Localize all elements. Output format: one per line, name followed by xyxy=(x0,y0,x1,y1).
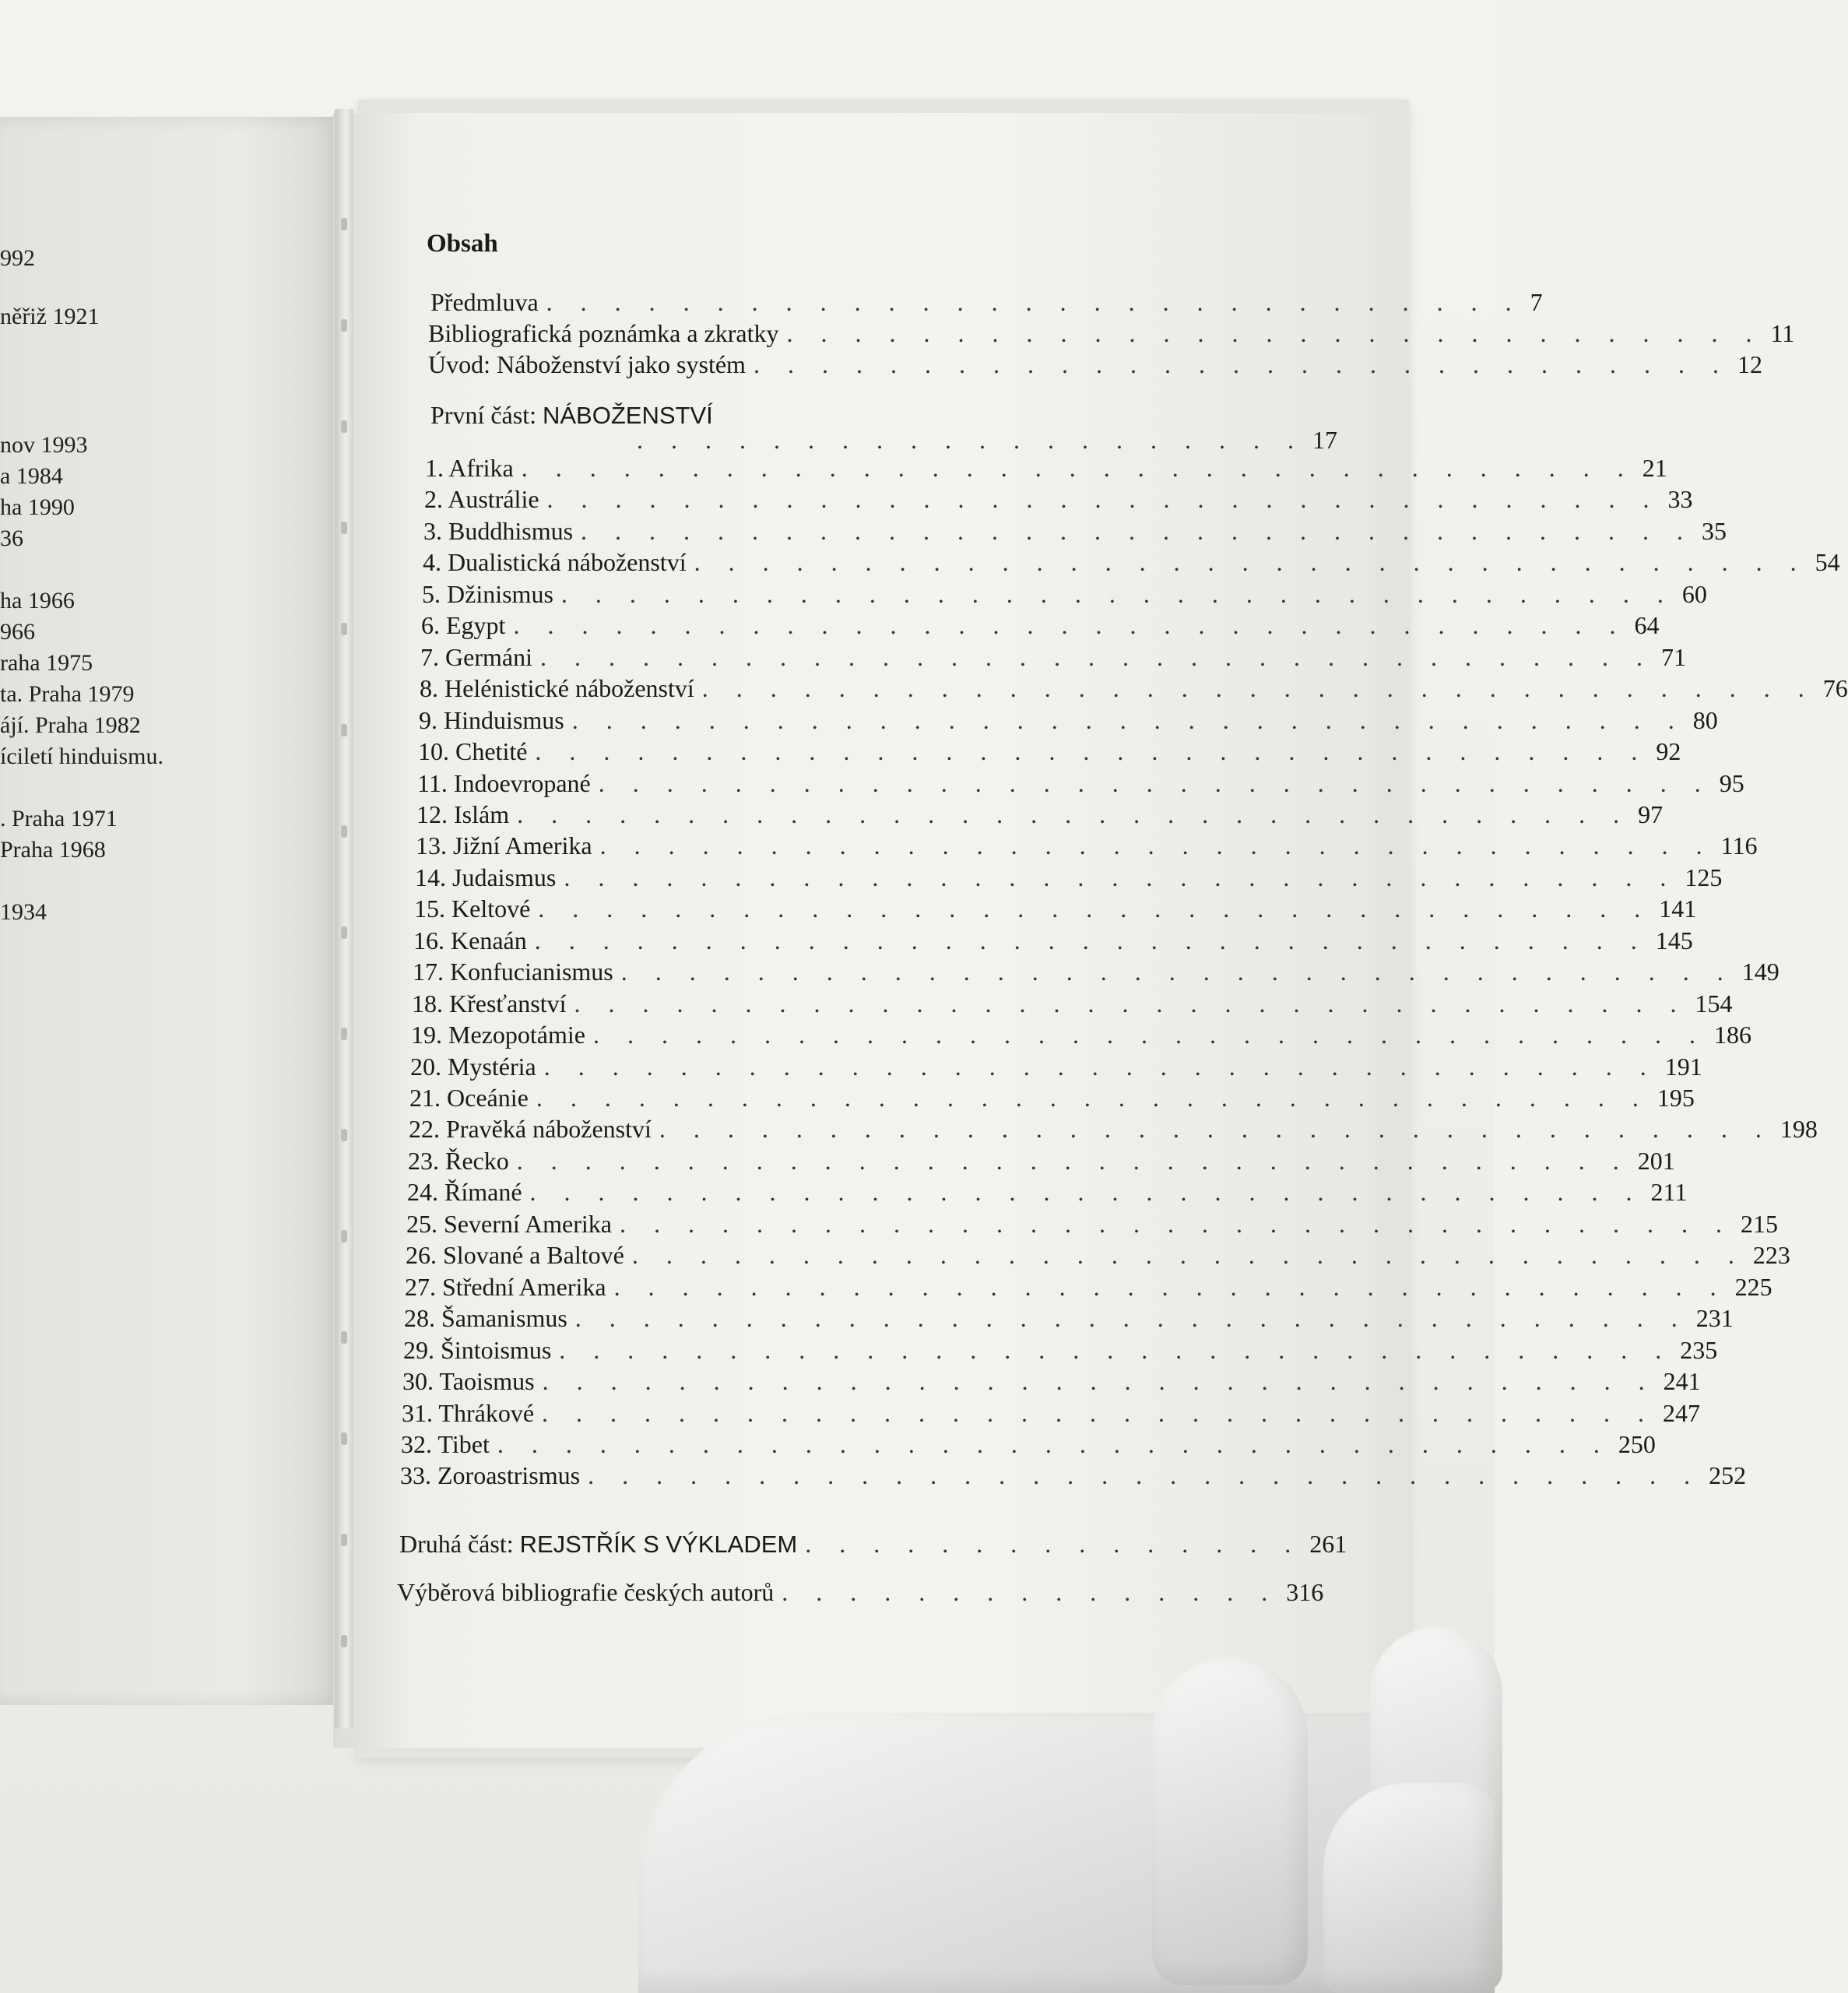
entry-page: 12 xyxy=(1737,350,1762,378)
left-page-line: ta. Praha 1979 xyxy=(0,681,135,707)
leader-dots: . . . . . . . . . . . . . . . . . . . . . . . . . . . . . . . . . xyxy=(581,517,1695,545)
spine-stitch xyxy=(341,1230,347,1243)
chapter-label: 11. Indoevropané xyxy=(417,769,591,797)
chapter-label: 23. Řecko xyxy=(408,1147,509,1175)
bibliography-row xyxy=(397,1578,1324,1609)
chapter-entry xyxy=(407,1178,1688,1209)
part-two-label xyxy=(399,1530,797,1559)
chapter-label: 15. Keltové xyxy=(414,895,531,923)
chapter-entry xyxy=(418,737,1681,768)
part-two-title: REJSTŘÍK S VÝKLADEM xyxy=(519,1531,798,1558)
leader-dots: . . . . . . . . . . . . . . . . . . . . . . . . . . . . . . . . . xyxy=(599,831,1713,859)
leader-dots: . . . . . . . . . . . . . . . . . . . . . . . . . . . . . . . . . xyxy=(539,643,1653,671)
chapter-page: 92 xyxy=(1656,737,1681,765)
leader-dots: . . . . . . . . . . . . . . . . . . . . . . . . . . . . . . . . . xyxy=(564,863,1678,891)
chapter-page: 198 xyxy=(1779,1115,1818,1143)
leader-dots: . . . . . . . . . . . . . . . . . . . . . . . . . . . . . . . . . xyxy=(560,580,1674,608)
spine-stitch xyxy=(341,623,347,635)
spine-stitch xyxy=(341,724,347,736)
chapter-entry xyxy=(404,1304,1734,1335)
spine-stitch xyxy=(341,1534,347,1546)
leader-dots: . . . . . . . . . . . . . . . . . . . . . . . . . . . . . . . . . xyxy=(538,895,1652,923)
chapter-page: 116 xyxy=(1720,831,1758,859)
chapter-entry xyxy=(421,611,1660,642)
contents-page xyxy=(333,113,1848,1748)
chapter-entry xyxy=(400,1461,1747,1492)
leader-dots: . . . . . . . . . . . . . . . . . . . . . . . . . . . . . . . . . xyxy=(592,1021,1706,1049)
leader-dots: . . . . . . . . . . . . . . . . . . . . . . . . . . . . . . . . . xyxy=(497,1430,1611,1458)
leader-dots: . . . . . . . . . . . . . . . . . . . . . . . . . . . . . . . . . xyxy=(513,611,1627,639)
chapter-entry xyxy=(416,800,1664,831)
chapter-page: 195 xyxy=(1657,1084,1695,1112)
chapter-page: 241 xyxy=(1663,1367,1701,1395)
bibliography-label: Výběrová bibliografie českých autorů xyxy=(397,1578,775,1606)
chapter-label: 8. Helénistické náboženství xyxy=(420,674,694,702)
leader-dots: . . . . . . . . . . . . . . . . . . . . . . . . . . . . . . . . . xyxy=(613,1273,1727,1301)
chapter-entry xyxy=(413,926,1693,958)
leader-dots: . . . . . . . . . . . . . . . . . . . . . . . . . . . . . . . . . xyxy=(694,548,1808,576)
leader-dots: . . . . . . . . . . . . . . . . . . . . . . . . . . . . . . . . . xyxy=(559,1336,1673,1364)
leader-dots: . . . . . . . . . . . . . . . xyxy=(805,1530,1302,1558)
chapter-page: 60 xyxy=(1681,580,1707,608)
chapter-label: 10. Chetité xyxy=(418,737,528,765)
intro-entry xyxy=(428,319,1795,350)
chapter-page: 33 xyxy=(1667,485,1693,513)
entry-label: Předmluva xyxy=(430,288,539,316)
chapter-entry xyxy=(415,863,1723,895)
chapter-entry xyxy=(403,1336,1718,1367)
chapter-page: 250 xyxy=(1618,1430,1656,1458)
chapter-page: 252 xyxy=(1709,1461,1747,1489)
chapter-entry xyxy=(411,1021,1751,1052)
glove-finger xyxy=(1323,1783,1495,1993)
chapter-label: 20. Mystéria xyxy=(410,1053,536,1081)
part-one-prefix: První část: xyxy=(430,401,536,429)
chapter-label: 4. Dualistická náboženství xyxy=(423,548,687,576)
chapter-label: 19. Mezopotámie xyxy=(411,1021,585,1049)
chapter-page: 71 xyxy=(1660,643,1686,671)
chapter-entry xyxy=(423,548,1840,579)
chapter-label: 3. Buddhismus xyxy=(423,517,574,545)
glove-thumb xyxy=(1152,1658,1308,1985)
chapter-entry xyxy=(405,1273,1772,1304)
chapter-page: 76 xyxy=(1822,674,1848,702)
leader-dots: . . . . . . . . . . . . . . . . . . . . . . . . . . . . . . . . . xyxy=(546,485,1660,513)
spine-stitch xyxy=(341,319,347,332)
leader-dots: . . . . . . . . . . . . . . . . . . . . . . . . . . . . . . . . . xyxy=(701,674,1815,702)
chapter-page: 125 xyxy=(1685,863,1723,891)
spine-stitch xyxy=(341,1028,347,1040)
leader-dots: . . . . . . . . . . . . . . . . . . . . . . . . . . . . . . . . . xyxy=(536,1084,1649,1112)
leader-dots: . . . . . . . . . . . . . . . . . . . . . . . . . . . . . . . . . xyxy=(517,800,1631,828)
part-one-page-row xyxy=(629,426,1337,457)
chapter-label: 16. Kenaán xyxy=(413,926,527,954)
chapter-label: 2. Austrálie xyxy=(424,485,539,513)
chapter-label: 28. Šamanismus xyxy=(404,1304,567,1332)
chapter-label: 31. Thrákové xyxy=(402,1399,535,1427)
chapter-label: 21. Oceánie xyxy=(409,1084,529,1112)
chapter-entry xyxy=(424,485,1693,516)
chapter-label: 26. Slované a Baltové xyxy=(406,1241,624,1269)
leader-dots: . . . . . . . . . . . . . . . . . . . . . . . . . . . . . . . . . xyxy=(574,1304,1688,1332)
chapter-page: 141 xyxy=(1659,895,1697,923)
leader-dots: . . . . . . . . . . . . . . . . . . . . . . . . . . . . . . . . . xyxy=(529,1178,1643,1206)
chapter-label: 32. Tibet xyxy=(401,1430,490,1458)
part-two-page: 261 xyxy=(1309,1530,1347,1558)
chapter-label: 22. Pravěká náboženství xyxy=(409,1115,652,1143)
entry-label: Úvod: Náboženství jako systém xyxy=(428,350,746,378)
leader-dots: . . . . . . . . . . . . . . . . . . . . . . . . . . . . . . . . . xyxy=(598,769,1712,797)
leader-dots: . . . . . . . . . . . . . . . . . . . . . . . . . . . . . . . . . xyxy=(542,1367,1656,1395)
chapter-entry xyxy=(402,1367,1701,1398)
left-page-line: nov 1993 xyxy=(0,432,88,458)
left-page-line: a 1984 xyxy=(0,463,63,489)
chapter-entry xyxy=(406,1241,1790,1272)
chapter-label: 7. Germáni xyxy=(420,643,532,671)
chapter-page: 201 xyxy=(1637,1147,1675,1175)
leader-dots: . . . . . . . . . . . . . . . . . . . . . . . . . . . . . . . . . xyxy=(571,706,1685,734)
chapter-entry xyxy=(420,674,1848,705)
chapter-page: 247 xyxy=(1663,1399,1701,1427)
chapter-entry xyxy=(412,989,1733,1021)
chapter-entry xyxy=(413,958,1779,989)
book-spine xyxy=(335,109,353,1728)
spine-stitch xyxy=(341,1635,347,1647)
leader-dots: . . . . . . . . . . . . . . . . . . . . . . . . . . . . . . . . . xyxy=(588,1461,1702,1489)
leader-dots: . . . . . . . . . . . . . . . . . . . . . . . . . . . . . xyxy=(786,319,1763,347)
chapter-page: 191 xyxy=(1664,1053,1702,1081)
contents-heading: Obsah xyxy=(427,230,498,258)
spine-stitch xyxy=(341,1432,347,1445)
leader-dots: . . . . . . . . . . . . . . . . . . . . . . . . . . . . . . . . . xyxy=(619,1210,1733,1238)
chapter-entry xyxy=(420,643,1686,674)
chapter-label: 27. Střední Amerika xyxy=(405,1273,606,1301)
chapter-entry xyxy=(410,1053,1702,1084)
chapter-entry xyxy=(408,1147,1675,1178)
left-page-line: 966 xyxy=(0,619,35,645)
spine-stitch xyxy=(341,218,347,230)
chapter-page: 21 xyxy=(1642,454,1667,482)
chapter-label: 6. Egypt xyxy=(421,611,506,639)
leader-dots: . . . . . . . . . . . . . . . . . . . . . . . . . . . . . . . . . xyxy=(521,454,1635,482)
spine-stitch xyxy=(341,1129,347,1141)
left-page-line: Praha 1968 xyxy=(0,837,106,863)
chapter-label: 25. Severní Amerika xyxy=(406,1210,612,1238)
leader-dots: . . . . . . . . . . . . . . . xyxy=(782,1578,1279,1606)
chapter-entry xyxy=(402,1399,1701,1430)
chapter-label: 33. Zoroastrismus xyxy=(400,1461,581,1489)
chapter-entry xyxy=(417,769,1744,800)
chapter-page: 145 xyxy=(1655,926,1693,954)
chapter-entry xyxy=(406,1210,1778,1241)
leader-dots: . . . . . . . . . . . . . . . . . . . . . . . . . . . . . . . . . xyxy=(620,958,1734,986)
entry-page: 7 xyxy=(1530,288,1543,316)
chapter-entry xyxy=(419,706,1718,737)
spine-stitch xyxy=(341,1331,347,1344)
leader-dots: . . . . . . . . . . . . . . . . . . . . . . . . . . . . . . . . . xyxy=(542,1399,1656,1427)
chapter-page: 64 xyxy=(1634,611,1660,639)
chapter-page: 154 xyxy=(1695,989,1733,1018)
left-page xyxy=(0,117,343,1705)
chapter-label: 5. Džinismus xyxy=(422,580,553,608)
spine-stitch xyxy=(341,926,347,939)
intro-entry xyxy=(430,288,1543,319)
chapter-page: 97 xyxy=(1638,800,1664,828)
spine-stitch xyxy=(341,420,347,433)
chapter-page: 80 xyxy=(1692,706,1718,734)
chapter-page: 231 xyxy=(1695,1304,1734,1332)
left-page-line: ha 1966 xyxy=(0,588,75,613)
chapter-page: 225 xyxy=(1734,1273,1772,1301)
part-two-prefix: Druhá část: xyxy=(399,1530,514,1558)
spine-stitch xyxy=(341,825,347,838)
chapter-entry xyxy=(423,517,1727,548)
bibliography-page: 316 xyxy=(1286,1578,1324,1606)
left-page-line: 992 xyxy=(0,245,35,271)
chapter-page: 211 xyxy=(1650,1178,1688,1206)
chapter-page: 95 xyxy=(1719,769,1744,797)
chapter-label: 24. Římané xyxy=(407,1178,522,1206)
chapter-label: 14. Judaismus xyxy=(415,863,557,891)
leader-dots: . . . . . . . . . . . . . . . . . . . . . . . . . . . . . . . . . xyxy=(534,926,1648,954)
chapter-entry xyxy=(422,580,1707,611)
left-page-line: íciletí hinduismu. xyxy=(0,743,163,769)
chapter-entry xyxy=(409,1115,1818,1146)
leader-dots: . . . . . . . . . . . . . . . . . . . . xyxy=(637,426,1305,454)
part-two-row xyxy=(399,1530,1347,1561)
left-page-line: ha 1990 xyxy=(0,494,75,520)
chapter-page: 186 xyxy=(1713,1021,1751,1049)
part-one-page: 17 xyxy=(1312,426,1337,454)
left-page-line: 1934 xyxy=(0,899,47,925)
left-page-line: 36 xyxy=(0,525,23,551)
chapter-page: 149 xyxy=(1741,958,1779,986)
chapter-label: 13. Jižní Amerika xyxy=(416,831,592,859)
chapter-entry xyxy=(416,831,1758,863)
leader-dots: . . . . . . . . . . . . . . . . . . . . . . . . . . . . . xyxy=(546,288,1523,316)
left-page-line: ájí. Praha 1982 xyxy=(0,712,141,738)
leader-dots: . . . . . . . . . . . . . . . . . . . . . . . . . . . . . . . . . xyxy=(535,737,1649,765)
leader-dots: . . . . . . . . . . . . . . . . . . . . . . . . . . . . . . . . . xyxy=(574,989,1688,1018)
chapter-label: 1. Afrika xyxy=(425,454,514,482)
chapter-label: 29. Šintoismus xyxy=(403,1336,552,1364)
left-page-line: něřiž 1921 xyxy=(0,304,100,329)
entry-page: 11 xyxy=(1770,319,1795,347)
chapter-page: 35 xyxy=(1702,517,1727,545)
leader-dots: . . . . . . . . . . . . . . . . . . . . . . . . . . . . . xyxy=(753,350,1730,378)
spine-stitch xyxy=(341,522,347,534)
leader-dots: . . . . . . . . . . . . . . . . . . . . . . . . . . . . . . . . . xyxy=(516,1147,1630,1175)
chapter-entry xyxy=(409,1084,1695,1115)
chapter-entry xyxy=(425,454,1667,485)
chapter-entry xyxy=(401,1430,1656,1461)
chapter-page: 215 xyxy=(1740,1210,1778,1238)
left-page-line: raha 1975 xyxy=(0,650,93,676)
leader-dots: . . . . . . . . . . . . . . . . . . . . . . . . . . . . . . . . . xyxy=(631,1241,1745,1269)
intro-entry xyxy=(428,350,1762,381)
chapter-label: 17. Konfucianismus xyxy=(413,958,613,986)
chapter-label: 30. Taoismus xyxy=(402,1367,535,1395)
entry-label: Bibliografická poznámka a zkratky xyxy=(428,319,779,347)
chapter-page: 235 xyxy=(1680,1336,1718,1364)
chapter-label: 9. Hinduismus xyxy=(419,706,564,734)
chapter-entry xyxy=(414,895,1697,926)
part-one-title: NÁBOŽENSTVÍ xyxy=(542,402,713,429)
left-page-line: . Praha 1971 xyxy=(0,806,118,831)
chapter-label: 18. Křesťanství xyxy=(412,989,567,1018)
leader-dots: . . . . . . . . . . . . . . . . . . . . . . . . . . . . . . . . . xyxy=(659,1115,1772,1143)
chapter-page: 223 xyxy=(1752,1241,1790,1269)
chapter-page: 54 xyxy=(1815,548,1840,576)
chapter-label: 12. Islám xyxy=(416,800,510,828)
leader-dots: . . . . . . . . . . . . . . . . . . . . . . . . . . . . . . . . . xyxy=(543,1053,1657,1081)
